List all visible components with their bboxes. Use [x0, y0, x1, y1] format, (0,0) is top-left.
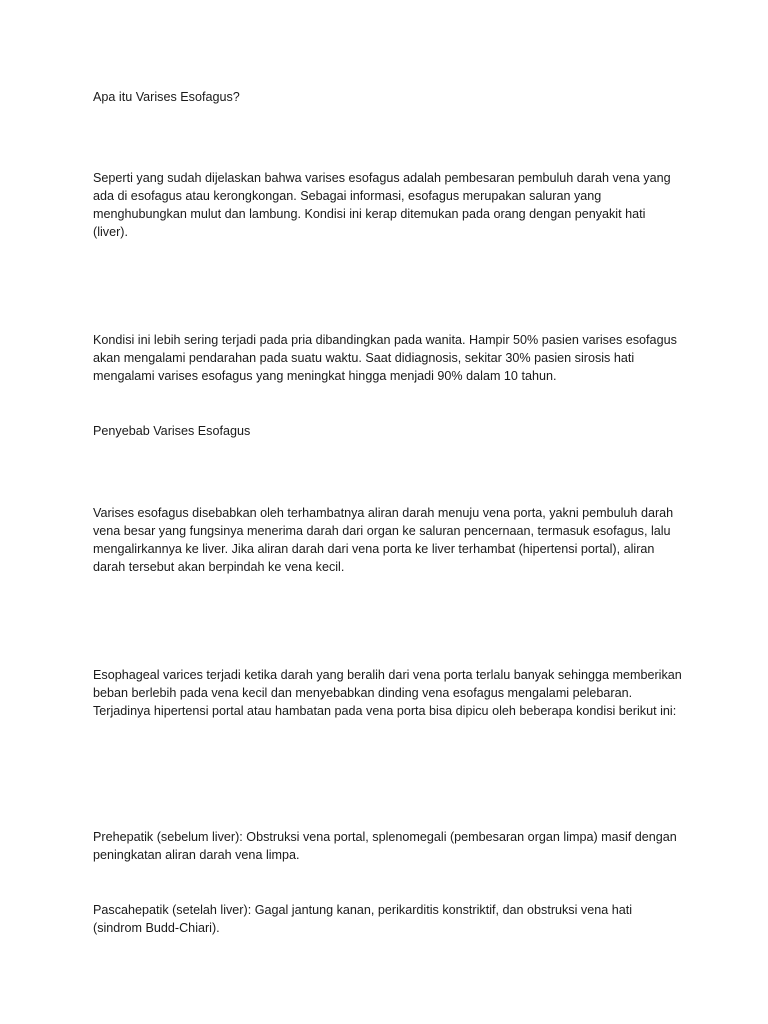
paragraph-posthepatic: Pascahepatik (setelah liver): Gagal jantung kanan, perikarditis konstriktif, dan obstruksi vena hati (sindrom Budd-Chiari).: [93, 903, 633, 935]
paragraph-causes: Varises esofagus disebabkan oleh terhambatnya aliran darah menuju vena porta, yakni pembuluh darah vena besar yang fungsinya menerima darah dari organ ke saluran pencernaan, termasuk esofagus, lalu mengalirkannya ke liver. Jika aliran darah dari vena porta ke liver terhambat (hipertensi portal), aliran darah tersebut akan berpindah ke vena kecil.: [93, 506, 674, 574]
paragraph-prevalence: Kondisi ini lebih sering terjadi pada pria dibandingkan pada wanita. Hampir 50% pasien varises esofagus akan mengalami pendarahan pada suatu waktu. Saat didiagnosis, sekitar 30% pasien sirosis hati mengalami varises esofagus yang meningkat hingga menjadi 90% dalam 10 tahun.: [93, 333, 677, 383]
paragraph-prehepatic: Prehepatik (sebelum liver): Obstruksi vena portal, splenomegali (pembesaran organ limpa) masif dengan peningkatan aliran darah vena limpa.: [93, 830, 677, 862]
heading-causes: Penyebab Varises Esofagus: [93, 424, 251, 438]
paragraph-mechanism: Esophageal varices terjadi ketika darah yang beralih dari vena porta terlalu banyak sehingga memberikan beban berlebih pada vena kecil dan menyebabkan dinding vena esofagus mengalami pelebaran. Terjadinya hipertensi portal atau hambatan pada vena porta bisa dipicu oleh beberapa kondisi berikut ini:: [93, 668, 682, 718]
paragraph-definition: Seperti yang sudah dijelaskan bahwa varises esofagus adalah pembesaran pembuluh darah vena yang ada di esofagus atau kerongkongan. Sebagai informasi, esofagus merupakan saluran yang menghubungkan mulut dan lambung. Kondisi ini kerap ditemukan pada orang dengan penyakit hati (liver).: [93, 171, 671, 239]
heading-what-is-esophageal-varices: Apa itu Varises Esofagus?: [93, 90, 240, 104]
